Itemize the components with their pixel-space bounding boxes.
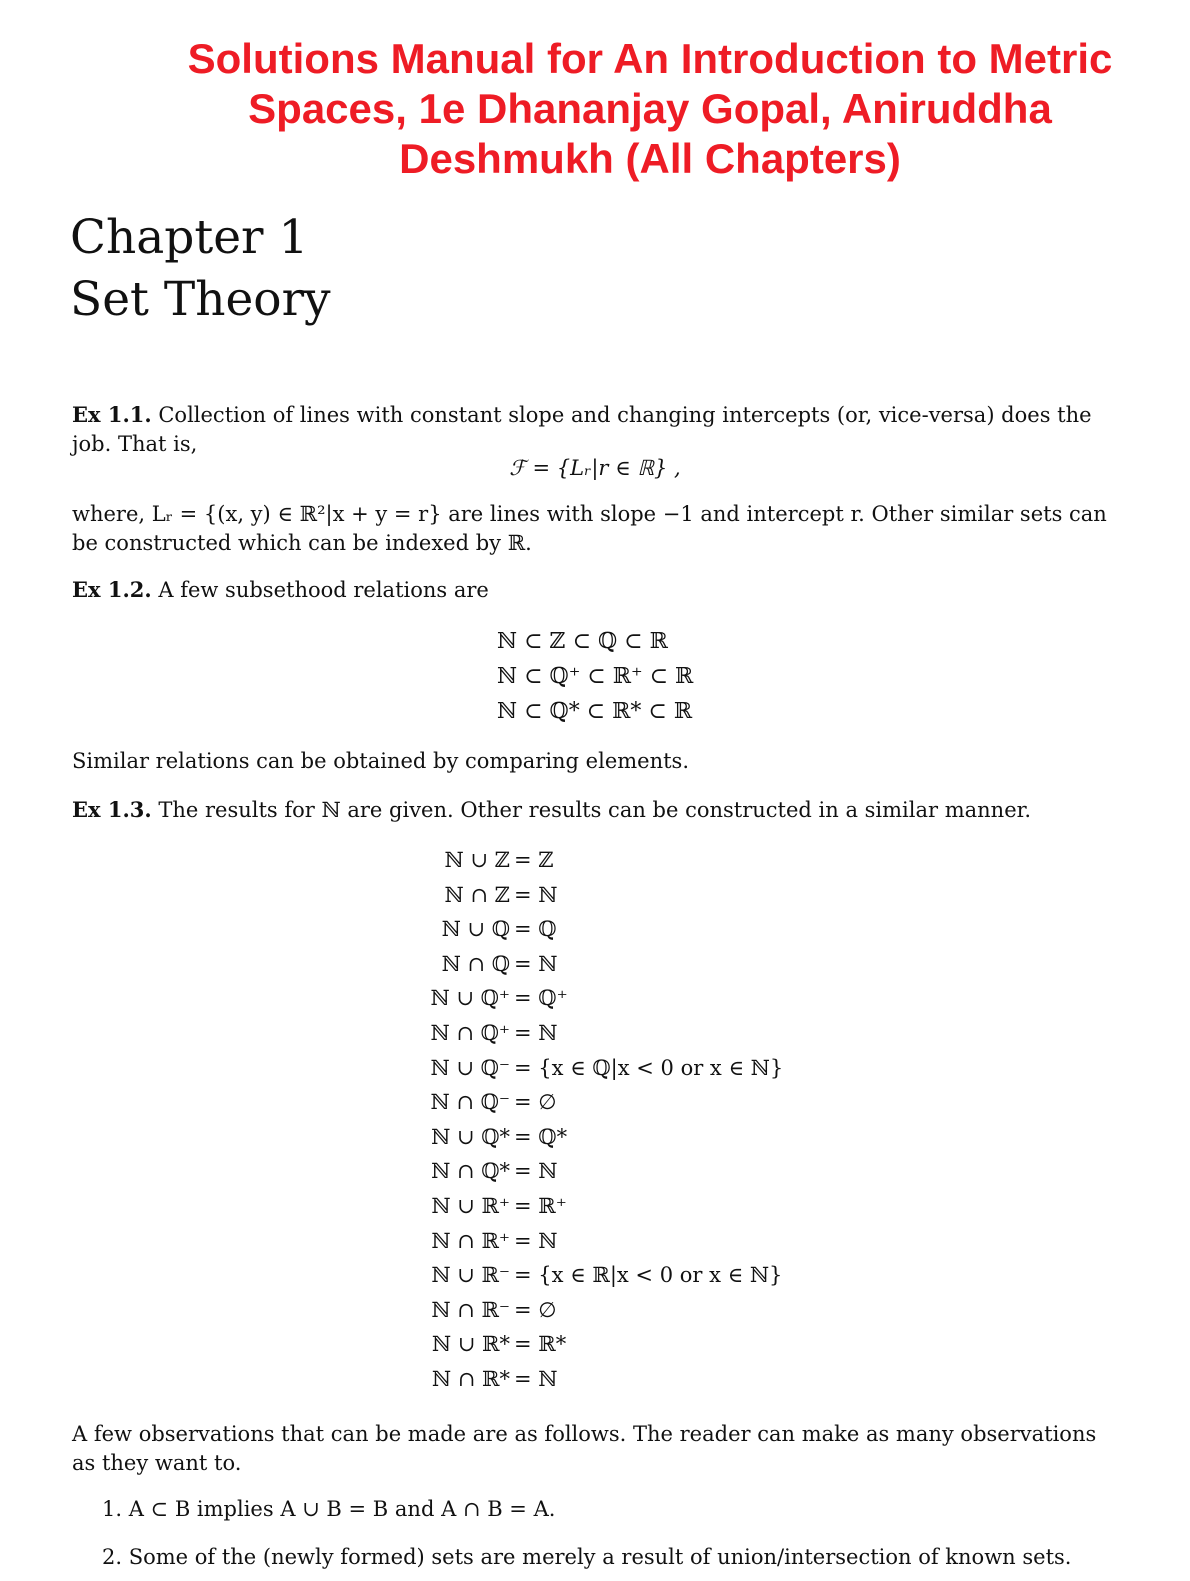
document-banner [110, 34, 1190, 184]
equation-row [418, 1327, 783, 1362]
equation-lhs: ℕ ∪ ℚ [441, 917, 510, 942]
equation-lhs: ℕ ∩ ℚ⁺ [430, 1020, 510, 1045]
equation-rhs: = ℝ* [514, 1332, 567, 1357]
equation-row [418, 1293, 783, 1328]
exercise-label: Ex 1.1. [72, 402, 152, 427]
equation-rhs: = ℚ [514, 917, 557, 942]
list-item: 2. Some of the (newly formed) sets are merely a result of union/intersection of known sets. [102, 1545, 1072, 1569]
equation-row [418, 878, 783, 913]
equation-rhs: = {x ∈ ℚ|x < 0 or x ∈ ℕ} [514, 1055, 784, 1080]
equation-row [418, 1362, 783, 1397]
set-equations [418, 843, 783, 1397]
equation-rhs: = ℕ [514, 1228, 558, 1253]
chapter-title: Set Theory [70, 272, 331, 327]
exercise-text: The results for ℕ are given. Other results can be constructed in a similar manner. [151, 798, 1032, 822]
equation-rhs: = ∅ [514, 1297, 557, 1322]
equation-lhs: ℕ ∩ ℝ⁻ [431, 1297, 510, 1322]
equation-lhs: ℕ ∩ ℚ* [431, 1159, 510, 1184]
equation-row [418, 1016, 783, 1051]
equation-row [418, 843, 783, 878]
equation-rhs: = ℤ [514, 848, 554, 872]
exercise-1-1-explanation: where, Lᵣ = {(x, y) ∈ ℝ²|x + y = r} are lines with slope −1 and intercept r. Other similar sets can be constructed which can be indexed by ℝ. [72, 502, 1107, 555]
equation-rhs: = ℕ [514, 1366, 558, 1391]
equation-rhs: = {x ∈ ℝ|x < 0 or x ∈ ℕ} [514, 1263, 783, 1288]
equation-rhs: = ∅ [514, 1090, 557, 1115]
equation-lhs: ℕ ∩ ℝ* [431, 1366, 510, 1391]
equation-rhs: = ℚ* [514, 1124, 568, 1149]
equation-lhs: ℕ ∩ ℚ⁻ [430, 1090, 510, 1115]
banner-line-3: Deshmukh (All Chapters) [399, 135, 901, 182]
exercise-1-2-note: Similar relations can be obtained by comparing elements. [72, 749, 690, 773]
equation-row [418, 1154, 783, 1189]
equation-row [418, 1120, 783, 1155]
equation-row [418, 912, 783, 947]
chapter-heading [70, 208, 331, 332]
exercise-1-3 [72, 795, 1118, 825]
equation-rhs: = ℕ [514, 951, 558, 976]
exercise-1-2 [72, 575, 1118, 605]
equation-row [418, 1051, 783, 1086]
equation-lhs: ℕ ∩ ℝ⁺ [431, 1228, 510, 1253]
relation-row: ℕ ⊂ ℚ* ⊂ ℝ* ⊂ ℝ [497, 699, 693, 724]
exercise-text: Collection of lines with constant slope and changing intercepts (or, vice-versa) does the job. That is, [72, 403, 1092, 456]
relation-row: ℕ ⊂ ℚ⁺ ⊂ ℝ⁺ ⊂ ℝ [497, 664, 694, 689]
equation-rhs: = ℚ⁺ [514, 986, 568, 1011]
exercise-label: Ex 1.3. [72, 797, 152, 822]
equation-lhs: ℕ ∪ ℝ⁻ [431, 1263, 510, 1288]
equation-lhs: ℕ ∩ ℚ [441, 951, 510, 976]
equation-lhs: ℕ ∪ ℚ⁻ [430, 1055, 510, 1080]
equation-lhs: ℕ ∪ ℚ* [431, 1124, 510, 1149]
equation-row [418, 981, 783, 1016]
equation-rhs: = ℕ [514, 1020, 558, 1045]
list-item: 1. A ⊂ B implies A ∪ B = B and A ∩ B = A. [102, 1497, 556, 1521]
relation-row: ℕ ⊂ ℤ ⊂ ℚ ⊂ ℝ [497, 629, 668, 654]
equation-lhs: ℕ ∪ ℝ⁺ [431, 1193, 510, 1218]
exercise-text: A few subsethood relations are [151, 578, 489, 602]
equation-lhs: ℕ ∪ ℤ [444, 848, 510, 872]
equation-rhs: = ℕ [514, 1159, 558, 1184]
equation-lhs: ℕ ∪ ℝ* [431, 1332, 510, 1357]
banner-line-1: Solutions Manual for An Introduction to Metric [187, 35, 1113, 82]
exercise-1-1 [72, 400, 1118, 459]
chapter-number: Chapter 1 [70, 210, 309, 265]
family-formula: ℱ = {Lᵣ|r ∈ ℝ} , [509, 456, 681, 480]
equation-row [418, 1189, 783, 1224]
equation-rhs: = ℕ [514, 882, 558, 907]
equation-row [418, 947, 783, 982]
exercise-label: Ex 1.2. [72, 577, 152, 602]
equation-rhs: = ℝ⁺ [514, 1193, 567, 1218]
equation-lhs: ℕ ∪ ℚ⁺ [430, 986, 510, 1011]
observations-intro: A few observations that can be made are as follows. The reader can make as many observations as they want to. [72, 1422, 1097, 1475]
equation-row [418, 1085, 783, 1120]
subset-relations [497, 624, 693, 729]
equation-row [418, 1258, 783, 1293]
equation-row [418, 1224, 783, 1259]
banner-line-2: Spaces, 1e Dhananjay Gopal, Aniruddha [248, 85, 1052, 132]
observations-list [102, 1485, 1071, 1581]
equation-lhs: ℕ ∩ ℤ [444, 882, 510, 907]
